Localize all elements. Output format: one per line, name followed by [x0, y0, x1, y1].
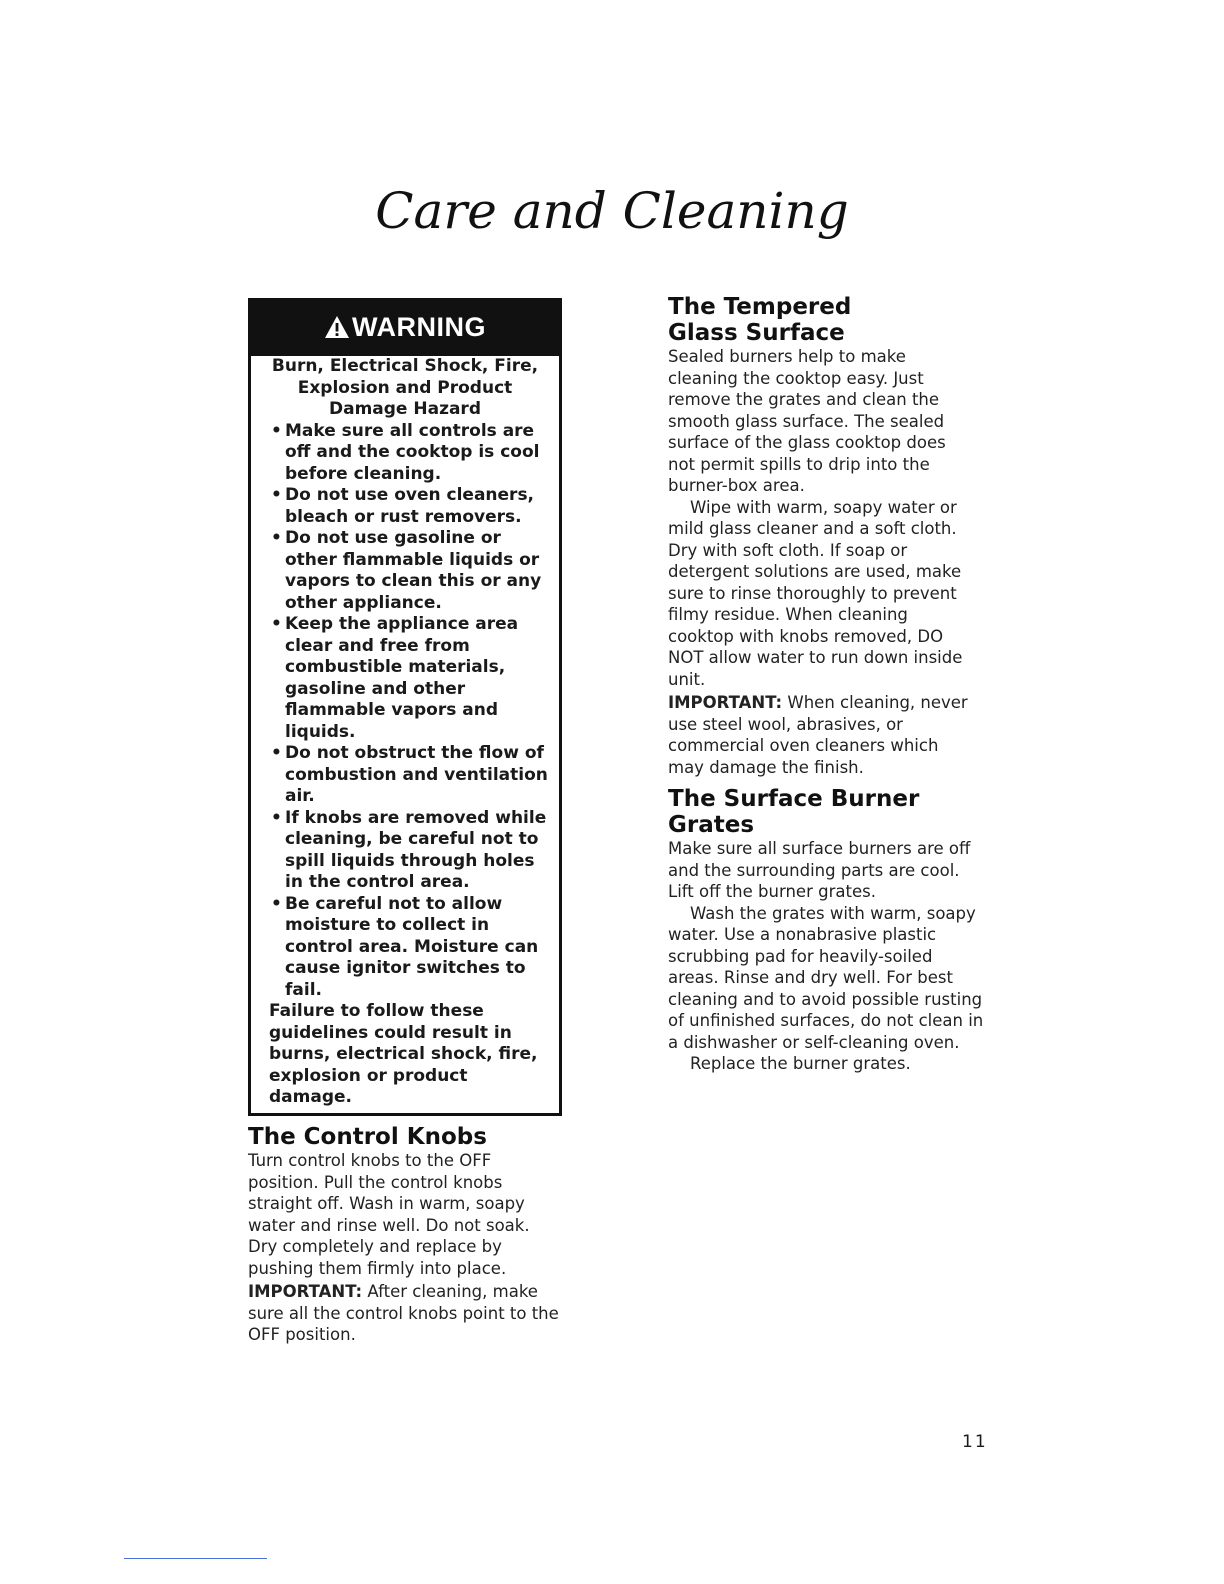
warning-item: • Do not use gasoline or other flammable liquids or vapors to clean this or any other appliance. — [271, 528, 549, 614]
burner-grates-heading: The Surface Burner Grates — [668, 786, 920, 838]
bottom-rule — [124, 1558, 267, 1559]
warning-header — [251, 298, 559, 356]
warning-item: • If knobs are removed while cleaning, be careful not to spill liquids through holes in the control area. — [271, 808, 549, 894]
warning-item: • Be careful not to allow moisture to collect in control area. Moisture can cause ignitor switches to fail. — [271, 894, 549, 1002]
warning-box — [248, 298, 562, 1116]
control-knobs-text: Turn control knobs to the OFF position. Pull the control knobs straight off. Wash in warm, soapy water and rinse well. Do not soak. Dry completely and replace by pushing them firmly into place. — [248, 1151, 530, 1278]
hazard-line: Explosion and Product — [297, 377, 513, 398]
glass-surface-section — [668, 294, 993, 1075]
burner-grates-text-3: Replace the burner grates. — [690, 1054, 911, 1073]
warning-triangle-icon — [324, 315, 350, 339]
control-knobs-important — [248, 1281, 560, 1346]
important-text: When cleaning, never use steel wool, abrasives, or commercial oven cleaners which may damage the finish. — [668, 693, 968, 777]
warning-footer: Failure to follow these guidelines could result in burns, electrical shock, fire, explosion or product damage. — [269, 1001, 538, 1107]
glass-surface-important — [668, 692, 973, 778]
important-text: After cleaning, make sure all the control knobs point to the OFF position. — [248, 1282, 559, 1344]
page-title: Care and Cleaning — [375, 182, 849, 240]
glass-surface-text: Sealed burners help to make cleaning the cooktop easy. Just remove the grates and clean the smooth glass surface. The sealed surface of the glass cooktop does not permit spills to drip into the burner-box area. — [668, 347, 946, 495]
warning-item: • Keep the appliance area clear and free from combustible materials, gasoline and other flammable vapors and liquids. — [271, 614, 549, 743]
control-knobs-heading: The Control Knobs — [248, 1124, 487, 1150]
warning-item: • Do not obstruct the flow of combustion and ventilation air. — [271, 743, 549, 808]
important-label: IMPORTANT: — [248, 1282, 363, 1301]
page-number: 11 — [962, 1432, 988, 1452]
important-label: IMPORTANT: — [668, 693, 783, 712]
warning-item: • Do not use oven cleaners, bleach or rust removers. — [271, 485, 549, 528]
burner-grates-text-2: Wash the grates with warm, soapy water. Use a nonabrasive plastic scrubbing pad for heavily-soiled areas. Rinse and dry well. For best cleaning and to avoid possible rusting of unfinished surfaces, do not clean in a dishwasher or self-cleaning oven. — [668, 903, 984, 1052]
hazard-title — [261, 356, 549, 421]
warning-body — [251, 356, 559, 1109]
warning-header-label: WARNING — [352, 311, 486, 342]
burner-grates-text: Make sure all surface burners are off and the surrounding parts are cool. Lift off the burner grates. — [668, 839, 971, 901]
glass-surface-text-2: Wipe with warm, soapy water or mild glass cleaner and a soft cloth. Dry with soft cloth. If soap or detergent solutions are used, make sure to rinse thoroughly to prevent filmy residue. When cleaning cooktop with knobs removed, DO NOT allow water to run down inside unit. — [668, 497, 963, 689]
control-knobs-section — [248, 1124, 560, 1346]
glass-surface-heading: The Tempered Glass Surface — [668, 294, 852, 346]
hazard-line: Burn, Electrical Shock, Fire, — [271, 356, 539, 376]
hazard-line: Damage Hazard — [328, 399, 481, 419]
warning-item: • Make sure all controls are off and the cooktop is cool before cleaning. — [271, 421, 549, 486]
warning-list — [271, 421, 549, 1002]
